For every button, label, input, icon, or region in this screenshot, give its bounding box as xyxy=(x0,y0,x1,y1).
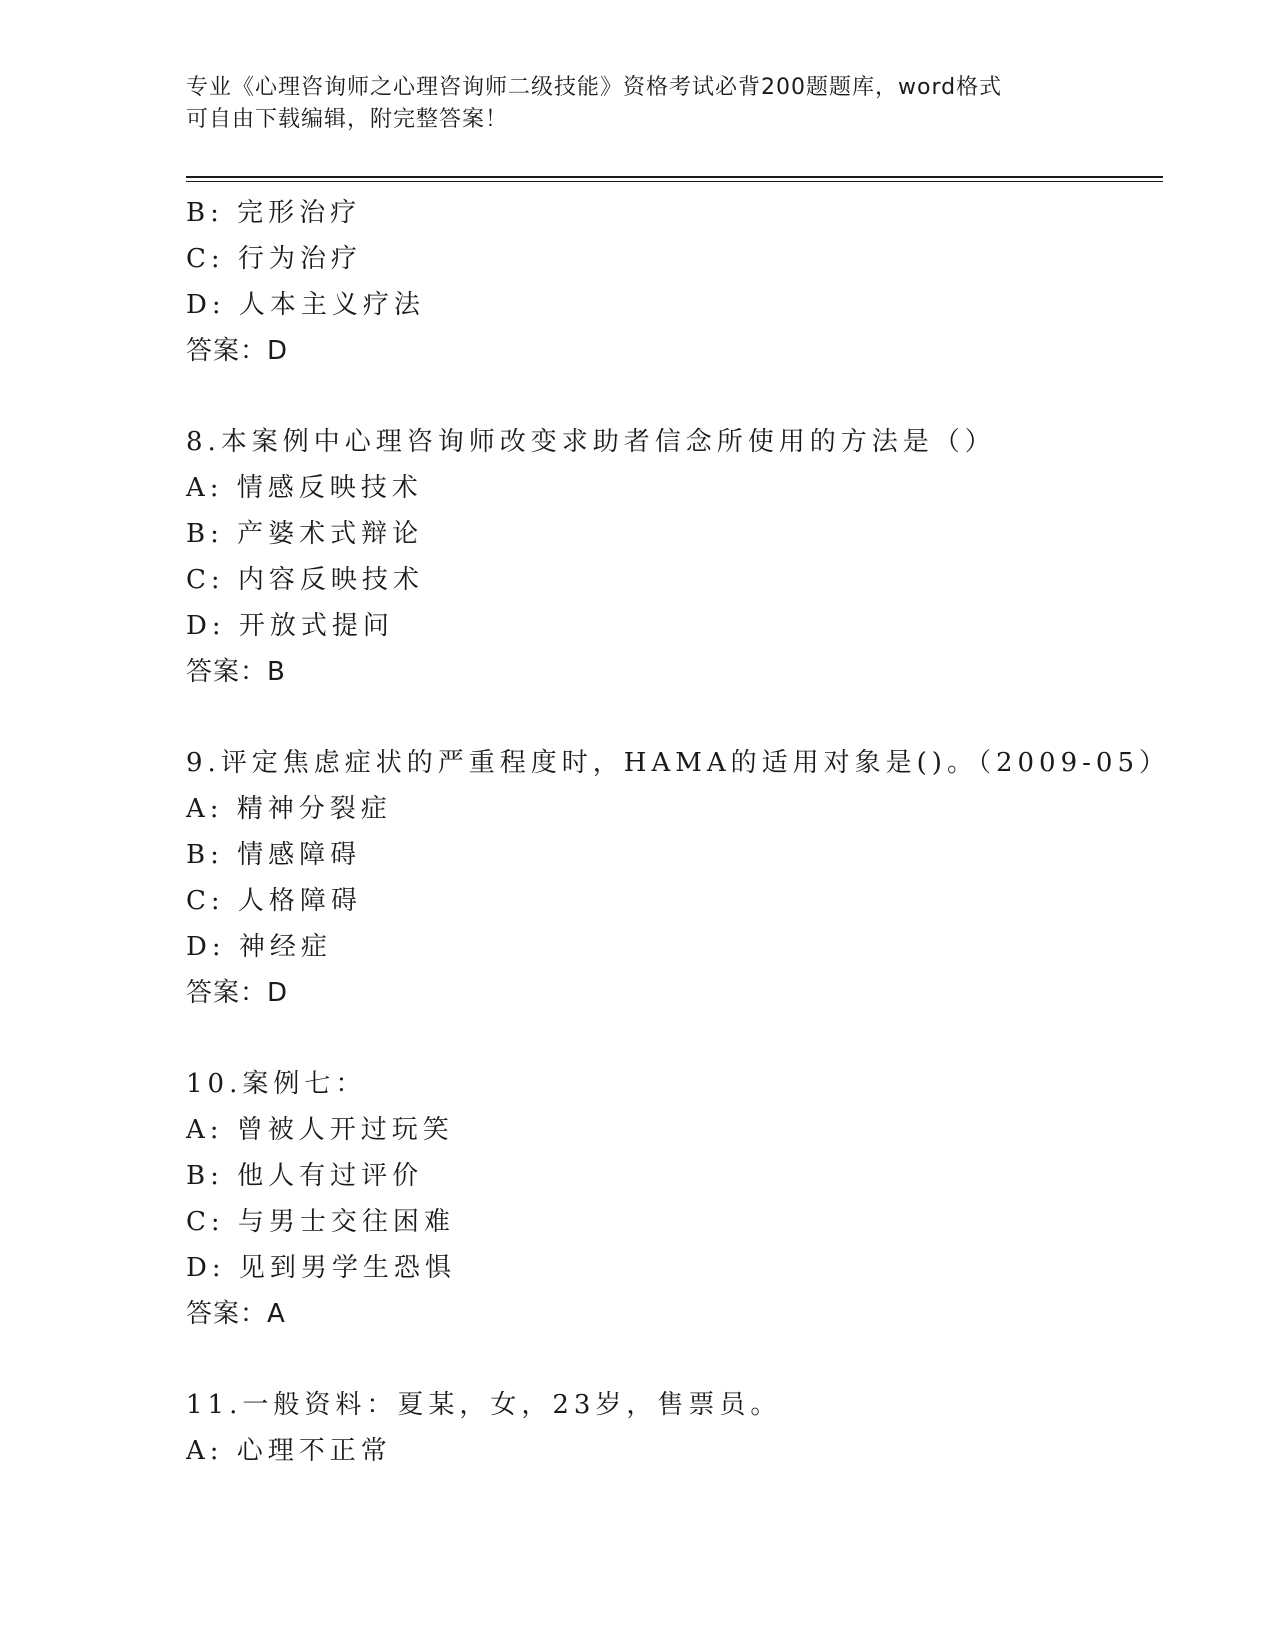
question-text: 9.评定焦虑症状的严重程度时，HAMA的适用对象是()。（2009-05） xyxy=(186,748,1170,778)
answer-line: 答案：B xyxy=(186,657,286,687)
header-divider xyxy=(186,176,1163,178)
option-d: D: 见到男学生恐惧 xyxy=(186,1253,456,1283)
question-list xyxy=(186,190,1170,1474)
header-divider-thin xyxy=(186,181,1163,182)
answer-line: 答案：D xyxy=(186,978,289,1008)
question-text: 10.案例七： xyxy=(186,1069,367,1099)
option-a: A: 情感反映技术 xyxy=(186,473,423,503)
option-b: B: 情感障碍 xyxy=(186,840,362,870)
question-text: 11.一般资料：夏某，女，23岁，售票员。 xyxy=(186,1390,782,1420)
header-line-1: 专业《心理咨询师之心理咨询师二级技能》资格考试必背200题题库，word格式 xyxy=(186,75,1003,100)
document-header xyxy=(186,72,1086,136)
question-prev-continued xyxy=(186,190,1166,374)
answer-line: 答案：D xyxy=(186,336,289,366)
option-c: C: 行为治疗 xyxy=(186,244,362,274)
option-a: A: 曾被人开过玩笑 xyxy=(186,1115,454,1145)
header-line-2: 可自由下载编辑，附完整答案！ xyxy=(186,107,509,132)
option-b: B: 他人有过评价 xyxy=(186,1161,424,1191)
option-c: C: 与男士交往困难 xyxy=(186,1207,455,1237)
question-9 xyxy=(186,740,1170,1016)
option-d: D: 人本主义疗法 xyxy=(186,290,425,320)
question-text: 8.本案例中心理咨询师改变求助者信念所使用的方法是（） xyxy=(186,427,996,457)
answer-line: 答案：A xyxy=(186,1299,286,1329)
question-8 xyxy=(186,419,1166,695)
option-d: D: 开放式提问 xyxy=(186,611,394,641)
question-10 xyxy=(186,1061,1166,1337)
option-c: C: 人格障碍 xyxy=(186,886,362,916)
option-b: B: 完形治疗 xyxy=(186,198,362,228)
question-11 xyxy=(186,1382,1166,1474)
option-a: A: 精神分裂症 xyxy=(186,794,392,824)
option-a: A: 心理不正常 xyxy=(186,1436,392,1466)
option-d: D: 神经症 xyxy=(186,932,332,962)
option-b: B: 产婆术式辩论 xyxy=(186,519,424,549)
option-c: C: 内容反映技术 xyxy=(186,565,424,595)
